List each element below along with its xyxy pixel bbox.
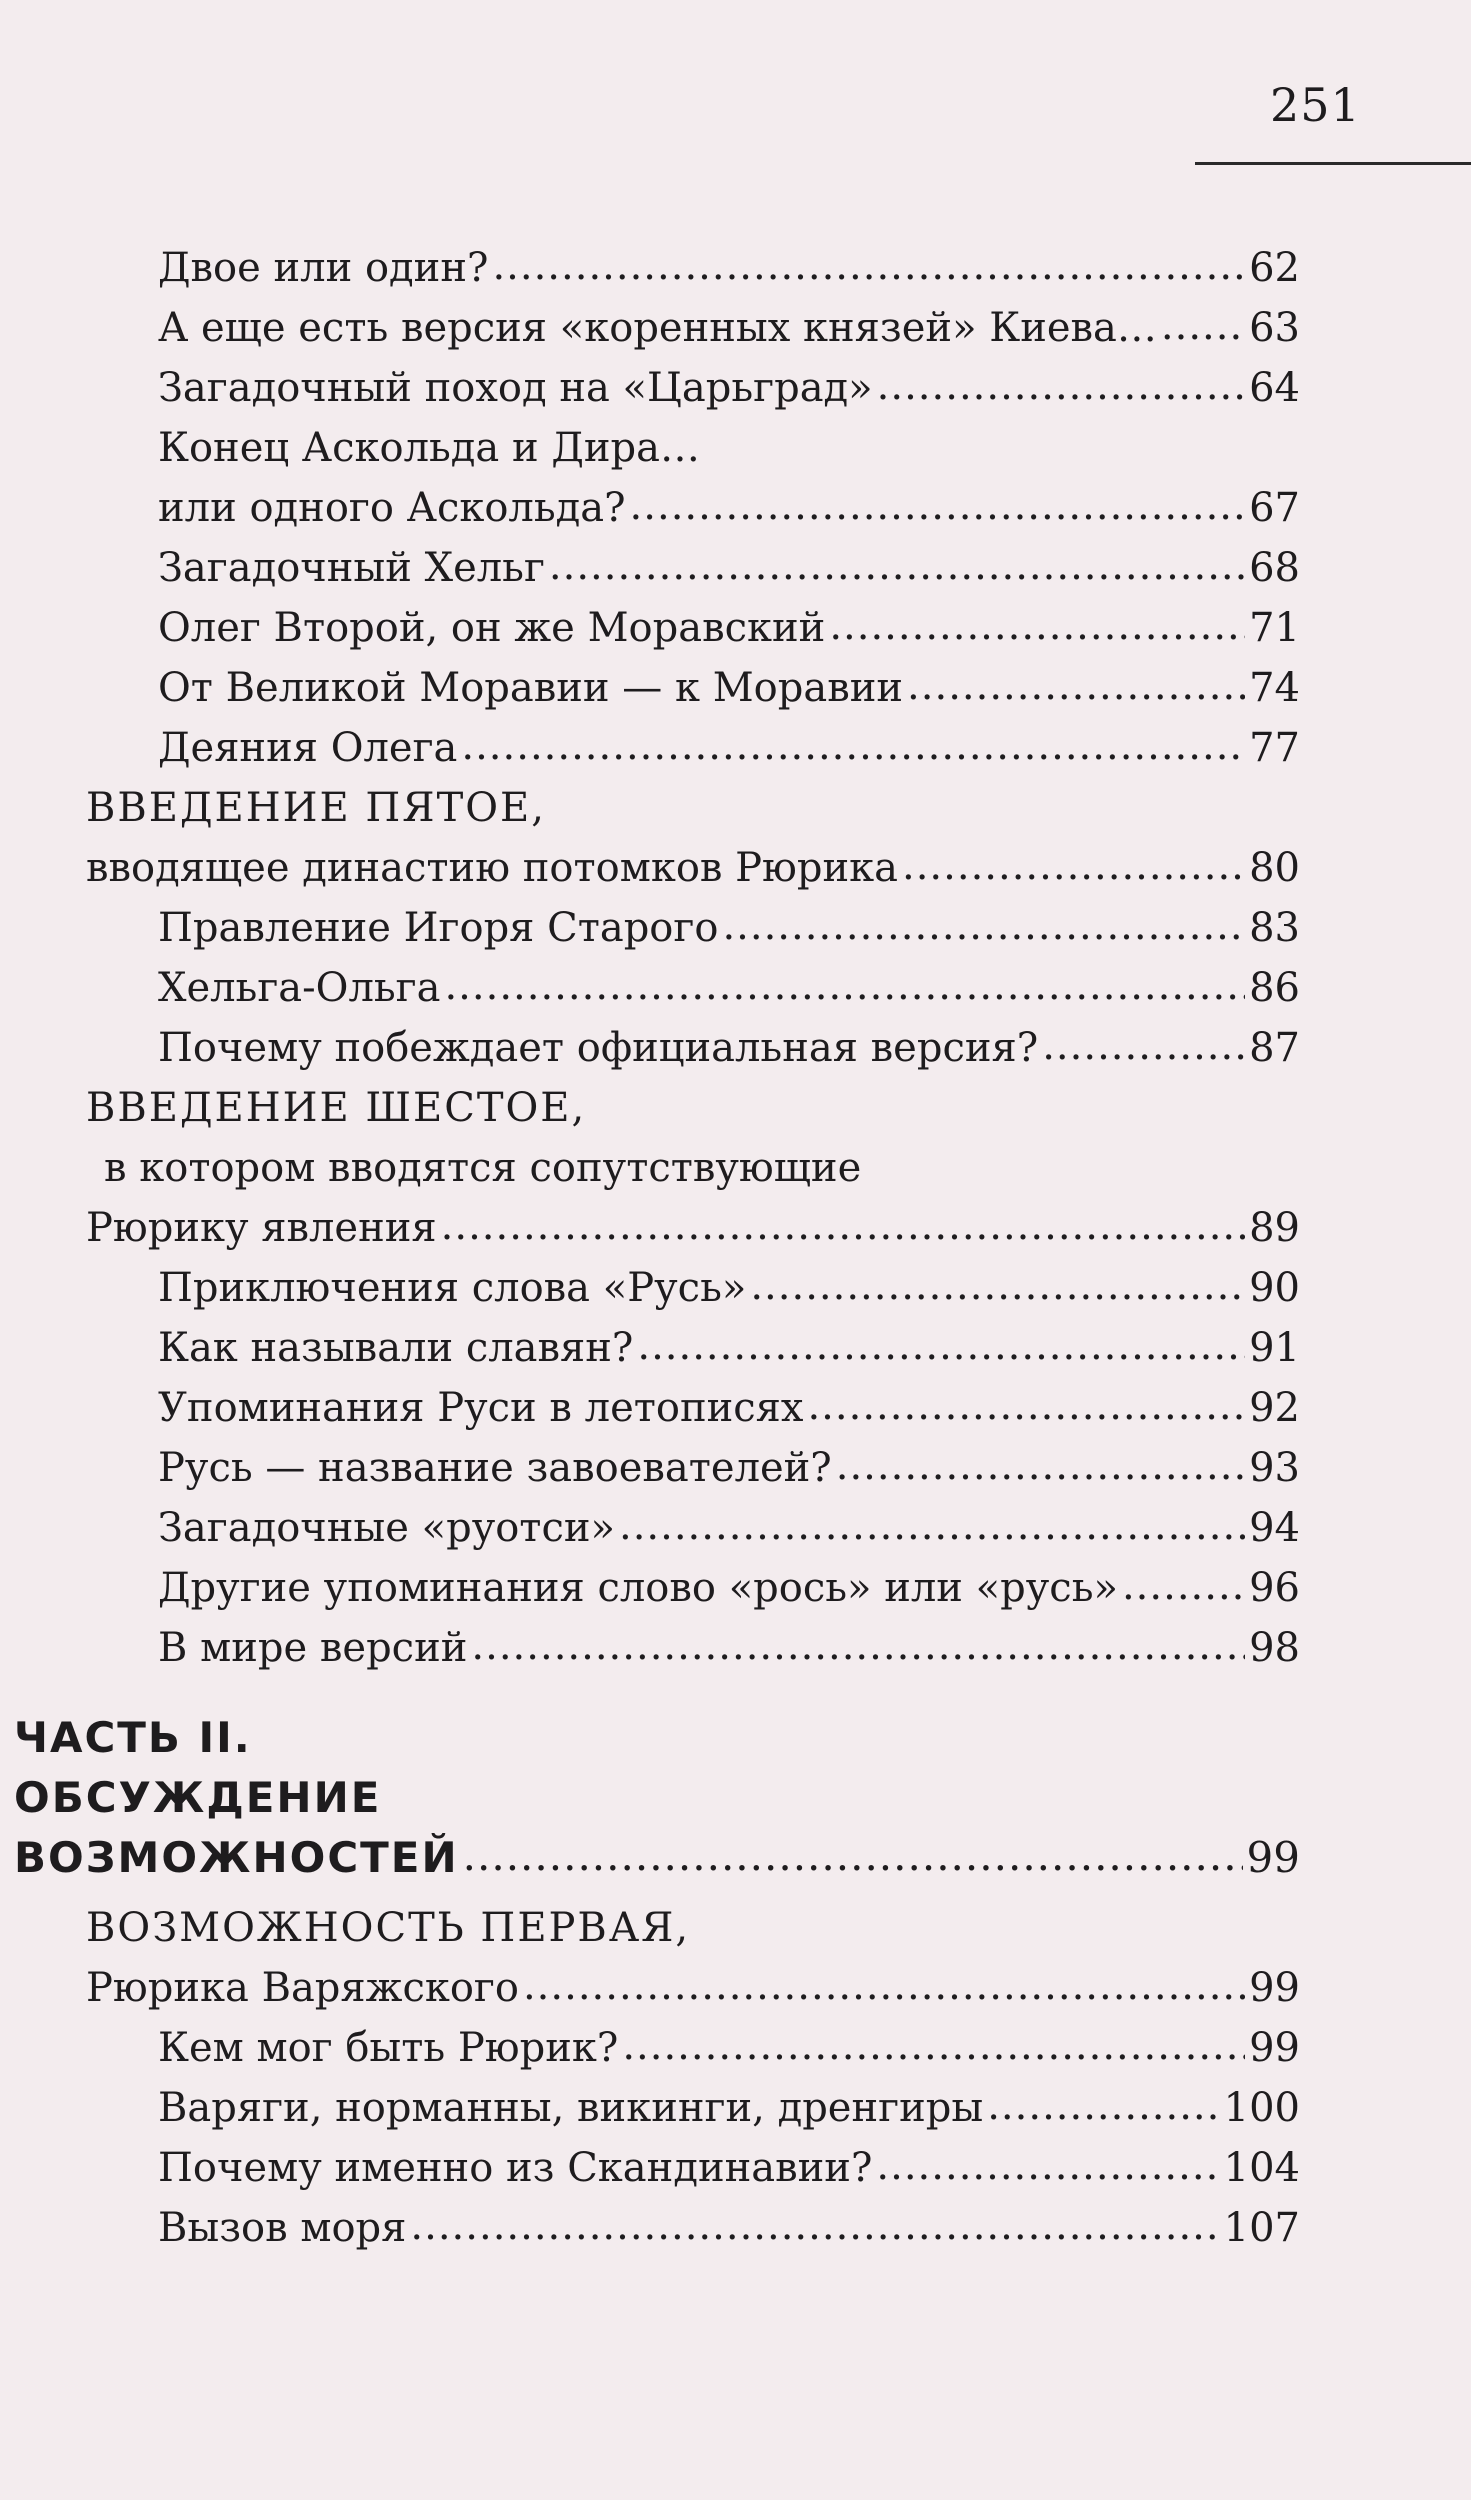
toc-entry: Хельга-Ольга ..... 86 [158, 958, 1300, 1018]
toc-entry: Приключения слова «Русь» ..... 90 [158, 1258, 1300, 1318]
toc-entry: Деяния Олега ..... 77 [158, 718, 1300, 778]
toc-part-heading: ЧАСТЬ II. [14, 1713, 252, 1762]
toc-section-heading: ВВЕДЕНИЕ ШЕСТОЕ, [86, 1085, 587, 1131]
toc-entry: в котором вводятся сопутствующие [104, 1145, 862, 1191]
toc-section-heading: ВОЗМОЖНОСТЬ ПЕРВАЯ, [86, 1905, 691, 1951]
toc-entry: Загадочные «руотси» ..... 94 [158, 1498, 1300, 1558]
toc-entry: От Великой Моравии — к Моравии ..... 74 [158, 658, 1300, 718]
toc-part-heading: ОБСУЖДЕНИЕ [14, 1773, 382, 1822]
toc-entry: Рюрика Варяжского ..... 99 [86, 1958, 1300, 2018]
toc-entry: вводящее династию потомков Рюрика ..... 80 [86, 838, 1300, 898]
toc-entry: Почему побеждает официальная версия? ..... 87 [158, 1018, 1300, 1078]
toc-part-heading: ВОЗМОЖНОСТЕЙ ..... 99 [14, 1828, 1300, 1888]
toc-entry: Почему именно из Скандинавии? ..... 104 [158, 2138, 1300, 2198]
toc-entry: Олег Второй, он же Моравский ..... 71 [158, 598, 1300, 658]
toc-entry: В мире версий ..... 98 [158, 1618, 1300, 1678]
toc-entry: Загадочный Хельг ..... 68 [158, 538, 1300, 598]
toc-entry: Кем мог быть Рюрик? ..... 99 [158, 2018, 1300, 2078]
toc-entry: А еще есть версия «коренных князей» Киева… ..... 63 [158, 298, 1300, 358]
page-number: 251 [1270, 78, 1361, 132]
toc-entry: Рюрику явления ..... 89 [86, 1198, 1300, 1258]
toc-entry: Как называли славян? ..... 91 [158, 1318, 1300, 1378]
toc-section-heading: ВВЕДЕНИЕ ПЯТОЕ, [86, 785, 546, 831]
toc-entry: Вызов моря ..... 107 [158, 2198, 1300, 2258]
toc-entry: Правление Игоря Старого ..... 83 [158, 898, 1300, 958]
toc-entry: Русь — название завоевателей? ..... 93 [158, 1438, 1300, 1498]
toc-entry: Упоминания Руси в летописях ..... 92 [158, 1378, 1300, 1438]
toc-entry: Двое или один? ..... 62 [158, 238, 1300, 298]
toc-entry: Загадочный поход на «Царьград» ..... 64 [158, 358, 1300, 418]
toc-entry: Варяги, норманны, викинги, дренгиры ..... 100 [158, 2078, 1300, 2138]
toc-entry: или одного Аскольда? ..... 67 [158, 478, 1300, 538]
toc-entry: Конец Аскольда и Дира… [158, 425, 700, 471]
toc-entry: Другие упоминания слово «рось» или «русь» ..... 96 [158, 1558, 1300, 1618]
header-rule [1195, 162, 1471, 165]
